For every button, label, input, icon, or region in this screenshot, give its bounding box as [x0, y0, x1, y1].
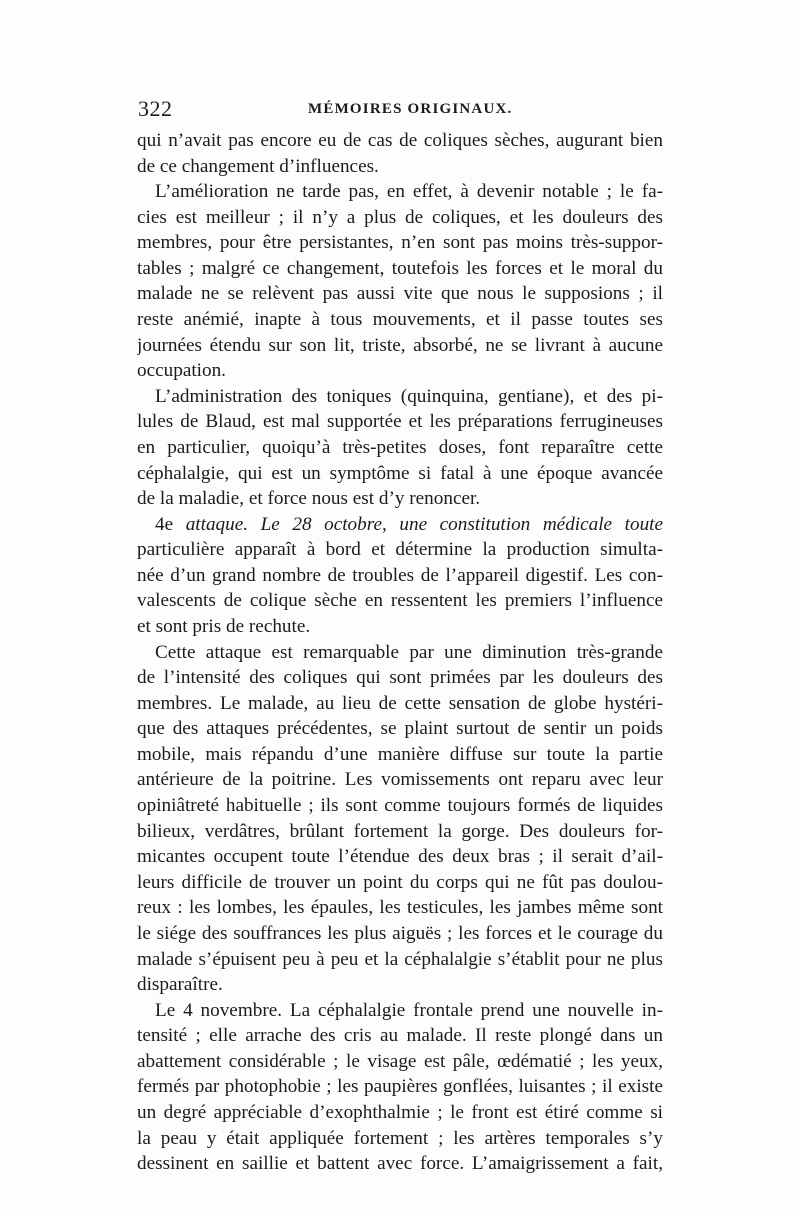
text-line: fermés par photophobie ; les paupières gonflées, luisantes ; il existe	[137, 1076, 663, 1098]
attack-line: attaque. Le 28 octobre, une constitution médicale toute	[185, 513, 663, 535]
paragraph-start-line	[137, 512, 663, 538]
text-line: tables ; malgré ce changement, toutefois les forces et le moral du	[137, 257, 663, 279]
text-line: dessinent en saillie et battent avec force. L’amaigrissement a fait,	[137, 1153, 663, 1175]
text-line: journées étendu sur son lit, triste, absorbé, ne se livrant à aucune	[137, 334, 663, 356]
text-line: particulière apparaît à bord et détermine la production simulta-	[137, 539, 663, 561]
text-line: malade s’épuisent peu à peu et la céphalalgie s’établit pour ne plus	[137, 948, 663, 970]
text-line: un degré appréciable d’exophthalmie ; le front est étiré comme si	[137, 1101, 663, 1123]
text-line: mobile, mais répandu d’une manière diffuse sur toute la partie	[137, 743, 663, 765]
text-line: la peau y était appliquée fortement ; les artères temporales s’y	[137, 1127, 663, 1149]
text-line: abattement considérable ; le visage est pâle, œdématié ; les yeux,	[137, 1050, 663, 1072]
text-line: en particulier, quoiqu’à très-petites doses, font reparaître cette	[137, 436, 663, 458]
text-line: micantes occupent toute l’étendue des deux bras ; il serait d’ail-	[137, 846, 663, 868]
paragraph-start-line: Le 4 novembre. La céphalalgie frontale prend une nouvelle in-	[155, 999, 663, 1021]
text-line: leurs difficile de trouver un point du corps qui ne fût pas doulou-	[137, 871, 663, 893]
page-header	[138, 96, 666, 128]
text-line: de la maladie, et force nous est d’y renoncer.	[137, 488, 481, 510]
text-line: membres. Le malade, au lieu de cette sensation de globe hystéri-	[137, 692, 663, 714]
text-line: de l’intensité des coliques qui sont primées par les douleurs des	[137, 667, 663, 689]
text-line: valescents de colique sèche en ressentent les premiers l’influence	[137, 590, 663, 612]
text-line: que des attaques précédentes, se plaint surtout de sentir un poids	[137, 718, 663, 740]
text-line: cies est meilleur ; il n’y a plus de coliques, et les douleurs des	[137, 206, 663, 228]
page-number: 322	[138, 96, 173, 121]
text-line: reux : les lombes, les épaules, les testicules, les jambes même sont	[137, 897, 663, 919]
text-line: tensité ; elle arrache des cris au malade. Il reste plongé dans un	[137, 1025, 663, 1047]
text-line: lules de Blaud, est mal supportée et les préparations ferrugineuses	[137, 411, 663, 433]
text-line: céphalalgie, qui est un symptôme si fatal à une époque avancée	[137, 462, 663, 484]
text-line: qui n’avait pas encore eu de cas de coliques sèches, augurant bien	[137, 130, 663, 151]
text-line: le siége des souffrances les plus aiguës ; les forces et le courage du	[137, 922, 663, 944]
text-line: reste anémié, inapte à tous mouvements, et il passe toutes ses	[137, 309, 663, 331]
text-line: occupation.	[137, 360, 226, 382]
text-line: malade ne se relèvent pas aussi vite que nous le supposions ; il	[137, 283, 663, 305]
text-line: et sont pris de rechute.	[137, 615, 311, 637]
text-line: antérieure de la poitrine. Les vomissements ont reparu avec leur	[137, 769, 663, 791]
text-line: née d’un grand nombre de troubles de l’appareil digestif. Les con-	[137, 564, 663, 586]
text-line: disparaître.	[137, 974, 223, 996]
running-head: MÉMOIRES ORIGINAUX.	[308, 101, 513, 117]
paragraph-start-line: L’administration des toniques (quinquina, gentiane), et des pi-	[155, 385, 663, 407]
body-text	[137, 128, 663, 1177]
text-line: opiniâtreté habituelle ; ils sont comme toujours formés de liquides	[137, 795, 663, 817]
text-line: bilieux, verdâtres, brûlant fortement la gorge. Des douleurs for-	[137, 820, 663, 842]
paragraph-start-line: L’amélioration ne tarde pas, en effet, à devenir notable ; le fa-	[155, 181, 663, 203]
attack-ordinal: 4e	[155, 513, 174, 535]
text-line: de ce changement d’influences.	[137, 155, 379, 177]
text-line: membres, pour être persistantes, n’en sont pas moins très-suppor-	[137, 232, 663, 254]
paragraph-start-line: Cette attaque est remarquable par une diminution très-grande	[155, 641, 663, 663]
